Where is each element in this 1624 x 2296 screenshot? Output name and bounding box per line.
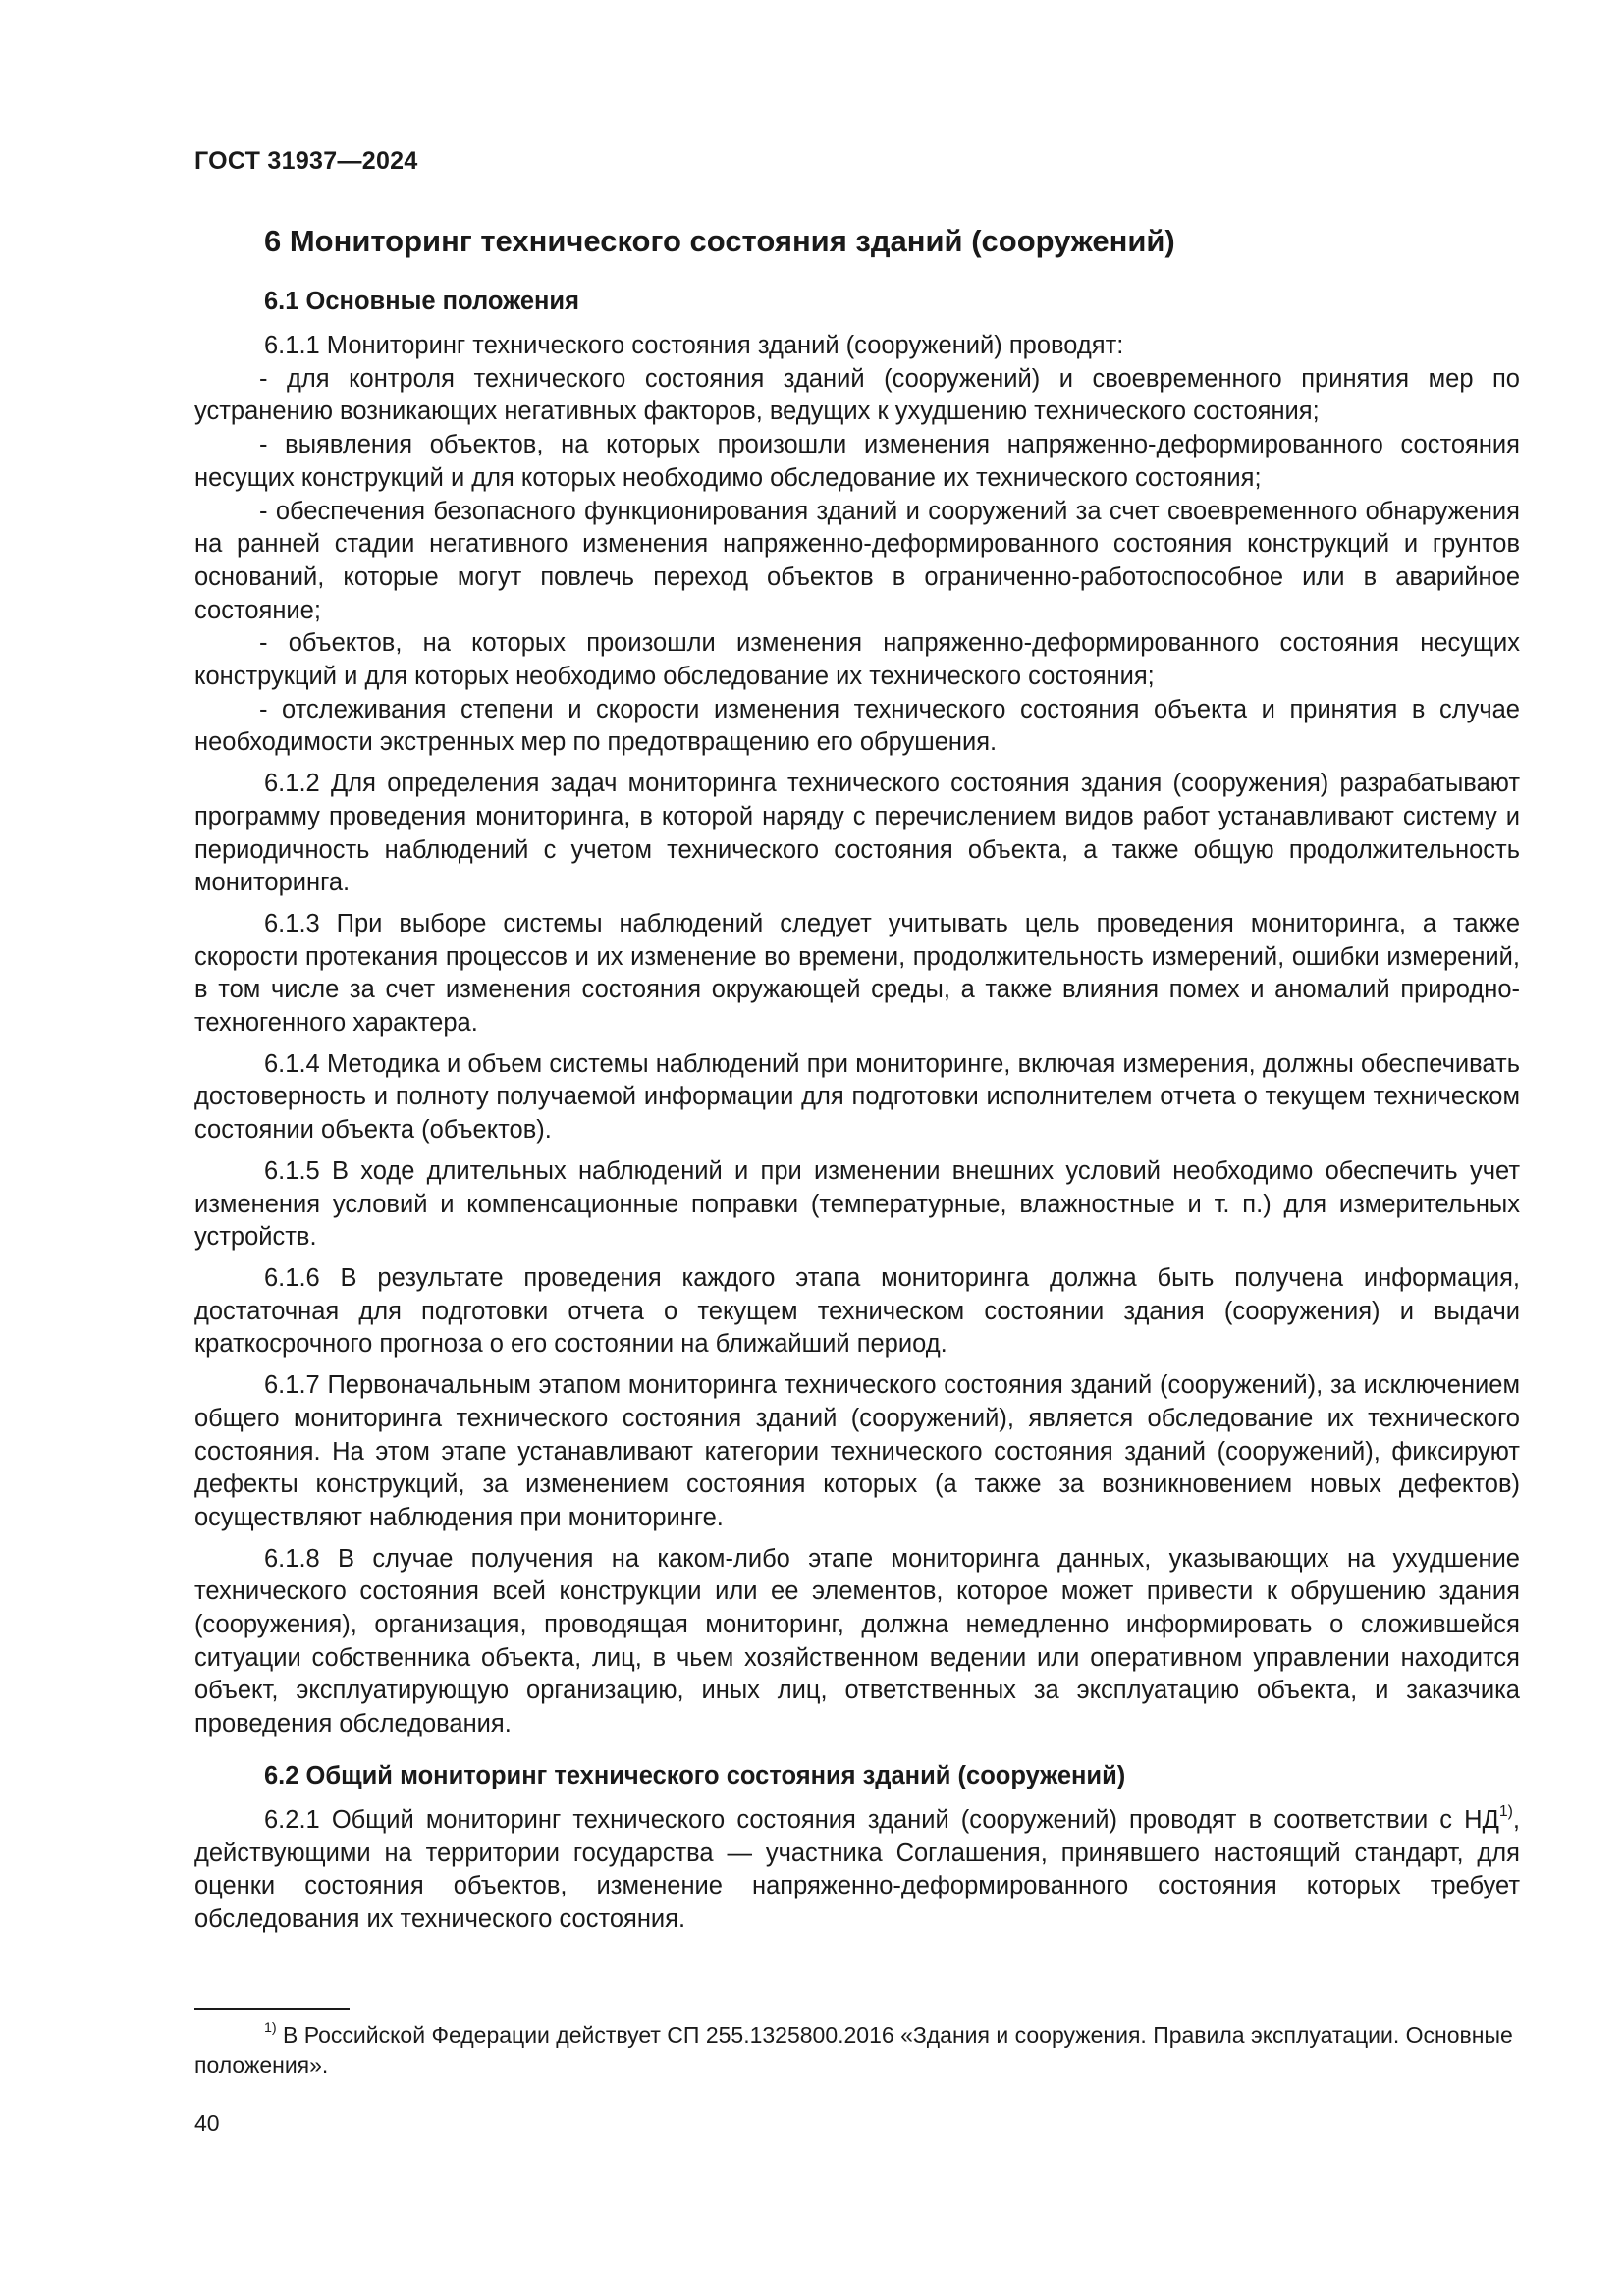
paragraph-6-1-4: 6.1.4 Методика и объем системы наблюдений при мониторинге, включая измерения, должны обеспечивать достоверность и полноту получаемой информации для подготовки исполнителем отчета о текущем техническом состоянии объекта (объектов). (194, 1049, 1520, 1145)
paragraph-6-1-3: 6.1.3 При выборе системы наблюдений следует учитывать цель проведения мониторинга, а также скорости протекания процессов и их изменение во времени, продолжительность измерений, ошибки измерений, в том числе за счет изменения состояния окружающей среды, а также влияния помех и аномалий природно-техногенного характера. (194, 909, 1520, 1038)
paragraph-6-2-1 (194, 1804, 1520, 1937)
subsection-title-6-2: 6.2 Общий мониторинг технического состояния зданий (сооружений) (264, 1761, 1126, 1789)
paragraph-6-1-7: 6.1.7 Первоначальным этапом мониторинга технического состояния зданий (сооружений), за исключением общего мониторинга технического состояния зданий (сооружений), является обследование их технического состояния. На этом этапе устанавливают категории технического состояния зданий (сооружений), фиксируют дефекты конструкций, за изменением состояния которых (а также за возникновением новых дефектов) осуществляют наблюдения при мониторинге. (194, 1371, 1520, 1531)
paragraph-6-1-6: 6.1.6 В результате проведения каждого этапа мониторинга должна быть получена информация, достаточная для подготовки отчета о текущем техническом состоянии здания (сооружения) и выдачи краткосрочного прогноза о его состоянии на ближайший период. (194, 1263, 1520, 1359)
paragraph-6-1-1: 6.1.1 Мониторинг технического состояния зданий (сооружений) проводят: (264, 332, 1124, 359)
footnote-text: В Российской Федерации действует СП 255.1325800.2016 «Здания и сооружения. Правила эксплуатации. Основные положения». (194, 2022, 1513, 2078)
page-number: 40 (194, 2110, 220, 2136)
bullet-item: - выявления объектов, на которых произошли изменения напряженно-деформированного состояния несущих конструкций и для которых необходимо обследование их технического состояния; (194, 431, 1520, 492)
bullet-item: - для контроля технического состояния зданий (сооружений) и своевременного принятия мер по устранению возникающих негативных факторов, ведущих к ухудшению технического состояния; (194, 364, 1520, 426)
footnote-separator (194, 2008, 350, 2010)
bullet-item: - объектов, на которых произошли изменения напряженно-деформированного состояния несущих конструкций и для которых необходимо обследование их технического состояния; (194, 629, 1520, 691)
footnote-reference: 1) (1498, 1803, 1513, 1821)
bullet-item: - обеспечения безопасного функционирования зданий и сооружений за счет своевременного обнаружения на ранней стадии негативного изменения напряженно-деформированного состояния конструкций и грунтов оснований, которые могут повлечь переход объектов в ограниченно-работоспособное или в аварийное состояние; (194, 497, 1520, 624)
bullet-item: - отслеживания степени и скорости изменения технического состояния объекта и принятия в случае необходимости экстренных мер по предотвращению его обрушения. (194, 695, 1520, 757)
subsection-title-6-1: 6.1 Основные положения (264, 288, 579, 315)
paragraph-6-1-8: 6.1.8 В случае получения на каком-либо этапе мониторинга данных, указывающих на ухудшение технического состояния всей конструкции или ее элементов, которое может привести к обрушению здания (сооружения), организация, проводящая мониторинг, должна немедленно информировать о сложившейся ситуации собственника объекта, лиц, в чьем хозяйственном ведении или оперативном управлении находится объект, эксплуатирующую организацию, иных лиц, ответственных за эксплуатацию объекта, и заказчика проведения обследования. (194, 1544, 1520, 1738)
paragraph-6-2-1-start: 6.2.1 Общий мониторинг технического состояния зданий (сооружений) проводят в соответствии с НД (264, 1805, 1499, 1834)
document-code-header: ГОСТ 31937—2024 (194, 147, 418, 175)
main-content (194, 222, 1520, 1937)
footnote-mark: 1) (264, 2020, 277, 2037)
footnote (194, 2020, 1520, 2081)
paragraph-6-1-2: 6.1.2 Для определения задач мониторинга технического состояния здания (сооружения) разрабатывают программу проведения мониторинга, в которой наряду с перечислением видов работ устанавливают систему и периодичность наблюдений с учетом технического состояния объекта, а также общую продолжительность мониторинга. (194, 770, 1520, 897)
paragraph-6-2-1-rest: , действующими на территории государства — участника Соглашения, принявшего настоящий стандарт, для оценки состояния объектов, изменение напряженно-деформированного состояния которых требует обследования их технического состояния. (194, 1805, 1520, 1933)
section-title: 6 Мониторинг технического состояния зданий (сооружений) (264, 224, 1175, 258)
paragraph-6-1-5: 6.1.5 В ходе длительных наблюдений и при изменении внешних условий необходимо обеспечить учет изменения условий и компенсационные поправки (температурные, влажностные и т. п.) для измерительных устройств. (194, 1156, 1520, 1252)
